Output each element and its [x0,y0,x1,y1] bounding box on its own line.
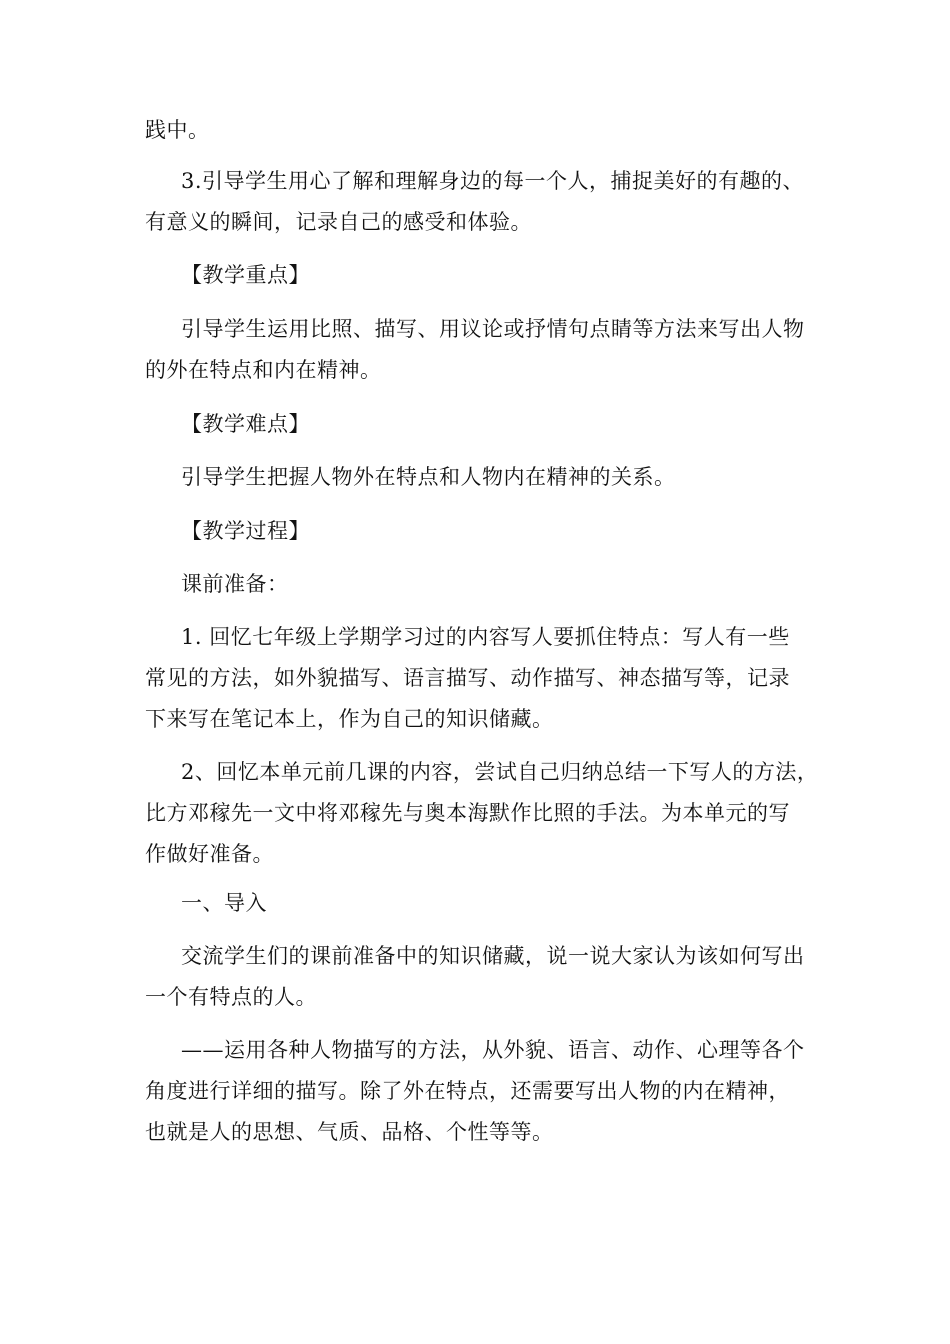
paragraph-description-methods [145,1030,810,1153]
text-line: 的外在特点和内在精神。 [145,358,382,382]
text-line: 常见的方法，如外貌描写、语言描写、动作描写、神态描写等，记录 [145,666,790,690]
paragraph-continuation [145,110,810,151]
paragraph-preparation-2 [145,752,819,875]
heading-process [145,511,810,552]
text-line: ——运用各种人物描写的方法，从外貌、语言、动作、心理等各个 [181,1038,805,1062]
text-line: 一个有特点的人。 [145,985,317,1009]
text-line: 课前准备： [181,572,289,596]
paragraph-objective-3 [145,161,810,243]
text-line: 一、导入 [181,891,267,915]
text-line: 【教学过程】 [181,519,310,543]
text-line: 引导学生运用比照、描写、用议论或抒情句点睛等方法来写出人物 [181,317,805,341]
text-line: 角度进行详细的描写。除了外在特点，还需要写出人物的内在精神， [145,1079,790,1103]
text-line: 1. 回忆七年级上学期学习过的内容写人要抓住特点：写人有一些 [181,625,790,649]
heading-introduction [145,883,810,924]
paragraph-preparation-1 [145,617,810,740]
text-line: 【教学重点】 [181,263,310,287]
text-line: 下来写在笔记本上，作为自己的知识储藏。 [145,707,554,731]
paragraph-difficulties [145,457,810,498]
heading-key-points [145,255,810,296]
text-line: 也就是人的思想、气质、品格、个性等等。 [145,1120,554,1144]
text-line: 有意义的瞬间，记录自己的感受和体验。 [145,210,532,234]
text-line: 践中。 [145,118,210,142]
text-line: 3.引导学生用心了解和理解身边的每一个人，捕捉美好的有趣的、 [181,169,805,193]
text-line: 2、回忆本单元前几课的内容，尝试自己归纳总结一下写人的方法， [181,760,819,784]
paragraph-preparation-title [145,564,810,605]
text-line: 【教学难点】 [181,412,310,436]
paragraph-key-points [145,309,810,391]
text-line: 交流学生们的课前准备中的知识储藏，说一说大家认为该如何写出 [181,944,805,968]
heading-difficulties [145,404,810,445]
text-line: 引导学生把握人物外在特点和人物内在精神的关系。 [181,465,676,489]
text-line: 作做好准备。 [145,842,274,866]
paragraph-introduction [145,936,810,1018]
text-line: 比方邓稼先一文中将邓稼先与奥本海默作比照的手法。为本单元的写 [145,801,790,825]
